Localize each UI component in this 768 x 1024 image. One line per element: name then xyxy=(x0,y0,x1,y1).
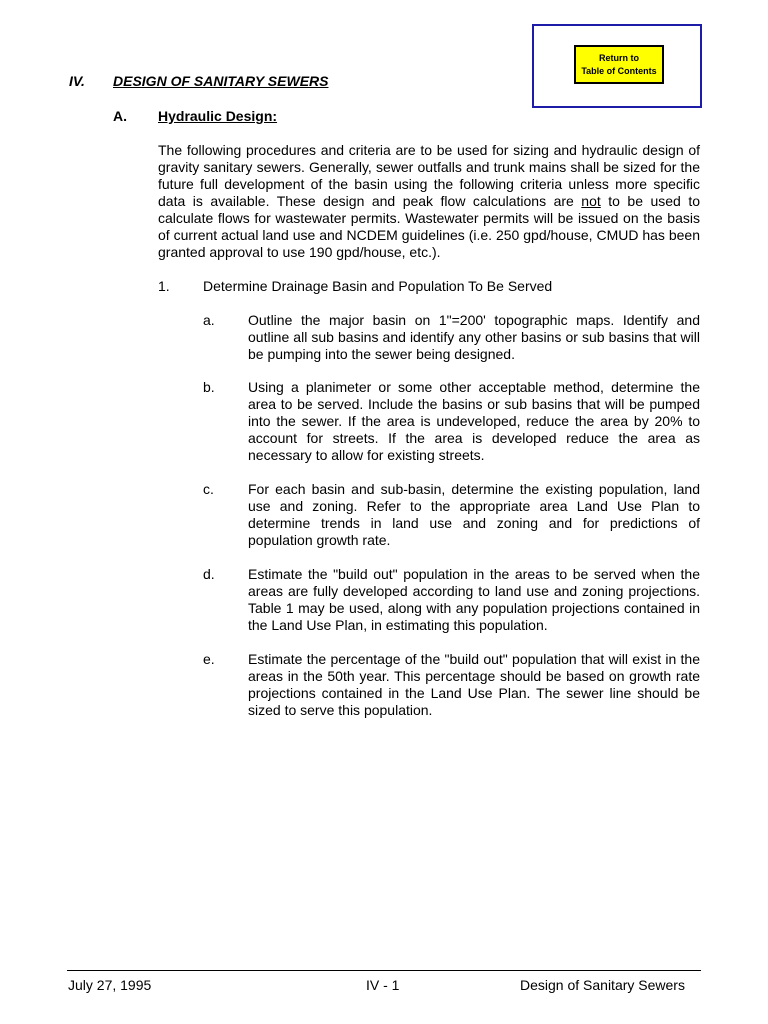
sub-item-e xyxy=(203,651,700,719)
toc-frame xyxy=(532,24,702,108)
sub-item-text: Estimate the "build out" population in the areas to be served when the areas are fully developed according to land use and zoning projections. Table 1 may be used, along with any population projections contained in the Land Use Plan, in estimating this population. xyxy=(248,566,700,633)
subsection-heading xyxy=(113,108,277,124)
toc-button-line2: Table of Contents xyxy=(581,65,657,76)
sub-item-letter: c. xyxy=(203,481,214,497)
sub-item-a xyxy=(203,312,700,363)
intro-text-part1: The following procedures and criteria are to be used for sizing and hydraulic design of gravity sanitary sewers. Generally, sewer outfalls and trunk mains shall be sized for the future full development of the basin using the following criteria unless more specific data is available. These design and peak flow calculations are xyxy=(158,142,700,209)
section-number: IV. xyxy=(69,73,85,89)
intro-paragraph xyxy=(158,142,700,261)
intro-emphasis: not xyxy=(581,193,601,209)
sub-item-c xyxy=(203,481,700,549)
sub-item-b xyxy=(203,379,700,464)
intro-text-part2: to be used to calculate flows for wastewater permits. Wastewater permits will be issued on the basis of current actual land use and NCDEM guidelines (i.e. 250 gpd/house, CMUD has been granted approval to use 190 gpd/house, etc.). xyxy=(158,193,700,260)
return-to-toc-button[interactable] xyxy=(574,45,664,84)
list-item-1-number: 1. xyxy=(158,278,170,294)
sub-item-letter: e. xyxy=(203,651,215,667)
sub-item-d xyxy=(203,566,700,634)
section-title: DESIGN OF SANITARY SEWERS xyxy=(113,73,329,89)
list-item-1 xyxy=(158,278,552,295)
toc-button-line1: Return to xyxy=(599,52,639,63)
sub-item-letter: d. xyxy=(203,566,215,582)
sub-item-letter: a. xyxy=(203,312,215,328)
subsection-title: Hydraulic Design: xyxy=(158,108,278,124)
list-item-1-title: Determine Drainage Basin and Population To Be Served xyxy=(203,278,553,294)
footer-divider xyxy=(67,970,701,971)
footer-page-number: IV - 1 xyxy=(366,977,400,993)
footer-date: July 27, 1995 xyxy=(68,977,152,993)
sub-item-text: Using a planimeter or some other acceptable method, determine the area to be served. Include the basins or sub basins that will be pumped into the sewer. If the area is undeveloped, reduce the area by 20% to account for streets. If the area is developed reduce the area as necessary to allow for existing streets. xyxy=(248,379,700,463)
subsection-number: A. xyxy=(113,108,127,124)
sub-item-text: Outline the major basin on 1"=200' topographic maps. Identify and outline all sub basins and identify any other basins or sub basins that will be pumping into the sewer being designed. xyxy=(248,312,700,362)
section-heading xyxy=(69,73,328,89)
sub-item-text: For each basin and sub-basin, determine the existing population, land use and zoning. Refer to the appropriate area Land Use Plan to determine trends in land use and zoning and for predictions of population growth rate. xyxy=(248,481,700,548)
sub-item-letter: b. xyxy=(203,379,215,395)
sub-item-text: Estimate the percentage of the "build out" population that will exist in the areas in the 50th year. This percentage should be based on growth rate projections contained in the Land Use Plan. The sewer line should be sized to serve this population. xyxy=(248,651,700,718)
footer-document-title: Design of Sanitary Sewers xyxy=(520,977,685,993)
